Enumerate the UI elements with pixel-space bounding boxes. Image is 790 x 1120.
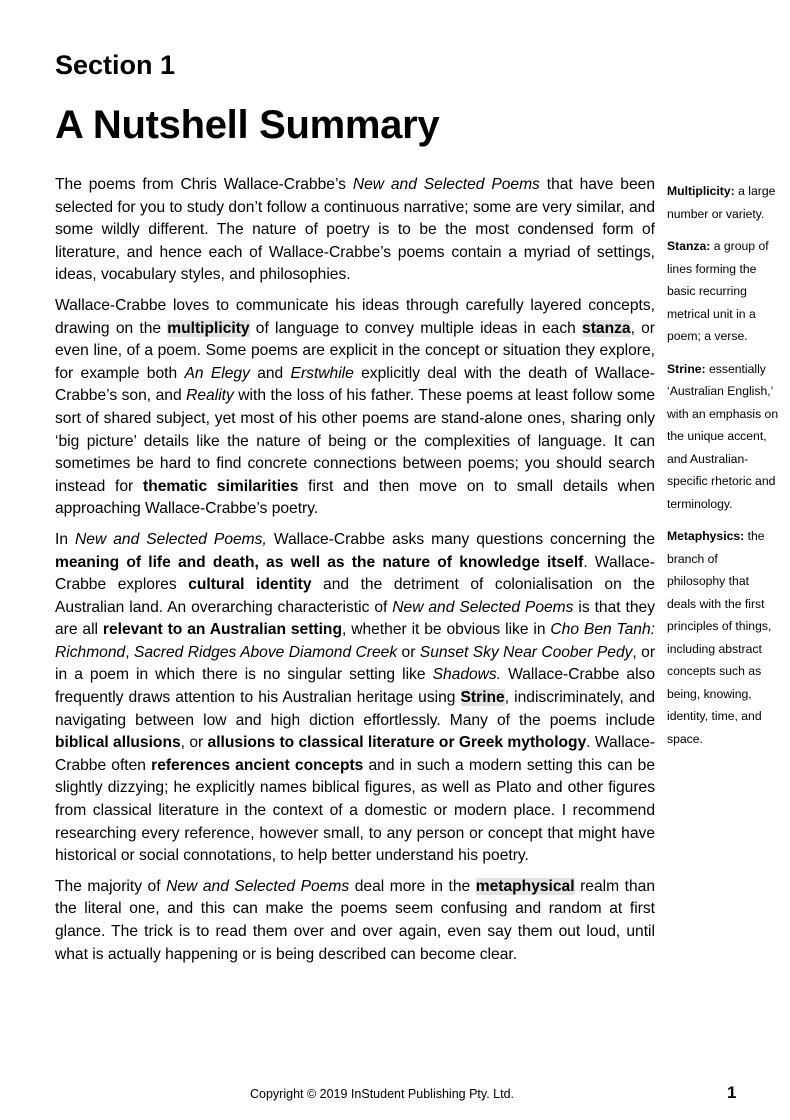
italic-title: Cho Ben Tanh: Richmond — [55, 621, 655, 661]
text-run: and — [249, 364, 291, 382]
glossary-term: Strine: — [667, 361, 706, 376]
text-run: deal more in the — [349, 877, 476, 895]
paragraph — [55, 174, 655, 287]
italic-title: New and Selected Poems — [352, 176, 540, 193]
text-run: The poems from Chris Wallace-Crabbe’s — [55, 176, 353, 193]
text-run: . Wallace-Crabbe often — [55, 734, 655, 774]
text-run: that have been selected for you to study don’t follow a continuous narrative; some are very similar, and some wildly different. The nature of poetry is to be the most condensed form of literature, and hence each of Wallace-Crabbe’s poems contain a myriad of settings, ideas, vocabulary styles, and philosophies. — [55, 176, 655, 284]
bold-phrase: allusions to classical literature or Greek mythology — [207, 734, 587, 752]
page-title: A Nutshell Summary — [55, 103, 440, 147]
glossary-term: Metaphysics: — [667, 529, 745, 543]
italic-title: An Elegy — [184, 364, 250, 382]
text-run: . Wallace-Crabbe explores — [55, 553, 655, 594]
text-run: is that they are all — [55, 598, 655, 639]
text-run: , or even line, of a poem. Some poems are explicit in the concept or situation they explore, for example both — [55, 319, 655, 382]
text-run: of language to convey multiple ideas in each — [249, 319, 583, 337]
glossary-entry — [667, 180, 779, 225]
glossary-entry — [667, 358, 779, 516]
bold-phrase: biblical allusions — [55, 734, 181, 752]
italic-title: New and Selected Poems, — [75, 530, 267, 548]
italic-title: New and Selected Poems — [166, 877, 350, 895]
italic-title: Reality — [186, 387, 234, 405]
glossary-highlight: metaphysical — [475, 877, 575, 895]
text-run: Wallace-Crabbe also frequently draws attention to his Australian heritage using — [55, 666, 656, 707]
glossary-highlight: stanza — [582, 319, 631, 337]
text-run: Wallace-Crabbe loves to communicate his ideas through carefully layered concepts, drawing on the — [55, 296, 655, 337]
italic-title: New and Selected Poems — [392, 598, 574, 616]
glossary-definition: the branch of philosophy that deals with the first principles of things, including abstract concepts such as being, knowing, identity, time, and space. — [667, 529, 772, 746]
paragraph — [55, 529, 655, 868]
text-run: In — [55, 530, 76, 548]
text-run: , — [125, 643, 134, 661]
paragraph — [55, 295, 655, 521]
bold-phrase: thematic similarities — [143, 477, 299, 495]
glossary-entry — [667, 235, 779, 348]
glossary-definition: essentially ‘Australian English,’ with an emphasis on the unique accent, and Australian-specific rhetoric and terminology. — [667, 361, 779, 511]
text-run: realm than the literal one, and this can make the poems seem confusing and random at first glance. The trick is to read them over and over again, even say them out loud, until what is actually happening or is being described can become clear. — [55, 877, 655, 963]
glossary-term: Stanza: — [667, 239, 711, 253]
text-run: , or in a poem in which there is no singular setting like — [55, 643, 656, 684]
glossary-sidebar — [667, 180, 779, 760]
glossary-term: Multiplicity: — [667, 184, 735, 198]
bold-phrase: meaning of life and death, as well as the nature of knowledge itself — [55, 553, 584, 571]
text-run: , whether it be obvious like in — [341, 621, 551, 639]
text-run: , or — [180, 734, 208, 752]
text-run: first and then move on to small details when approaching Wallace-Crabbe’s poetry. — [55, 477, 655, 518]
paragraph — [55, 876, 655, 966]
text-run: and in such a modern setting this can be slightly dizzying; he explicitly names biblical figures, as well as Plato and other figures from classical literature in the context of a domestic or modern place. I recommend researching every reference, however small, to any person or concept that might have historical or social connotations, to help better understand his poetry. — [55, 756, 655, 865]
footer-copyright: Copyright © 2019 InStudent Publishing Pty. Ltd. — [250, 1087, 515, 1101]
page-number: 1 — [727, 1083, 737, 1102]
bold-phrase: references ancient concepts — [151, 756, 364, 774]
text-run: Wallace-Crabbe asks many questions concerning the — [266, 530, 655, 548]
text-run: or — [397, 643, 420, 661]
bold-phrase: cultural identity — [188, 576, 312, 594]
main-text — [55, 174, 655, 974]
glossary-entry — [667, 525, 779, 750]
italic-title: Sunset Sky Near Coober Pedy — [419, 643, 633, 661]
glossary-definition: a large number or variety. — [667, 184, 776, 221]
italic-title: Erstwhile — [290, 364, 354, 382]
text-run: with the loss of his father. These poems at least follow some sort of shared subject, yet most of his other poems are stand-alone ones, sharing only ‘big picture’ details like the nature of being or the complexities of language. It can sometimes be hard to find concrete connections between poems; you should search instead for — [55, 387, 656, 495]
glossary-highlight: Strine — [460, 689, 505, 707]
text-run: and the detriment of colonialisation on the Australian land. An overarching characteristic of — [55, 576, 655, 616]
glossary-highlight: multiplicity — [167, 319, 250, 337]
text-run: The majority of — [55, 877, 167, 895]
italic-title: Sacred Ridges Above Diamond Creek — [133, 643, 398, 661]
section-label: Section 1 — [55, 50, 176, 80]
glossary-definition: a group of lines forming the basic recurring metrical unit in a poem; a verse. — [667, 239, 769, 343]
bold-phrase: relevant to an Australian setting — [102, 621, 342, 639]
text-run: explicitly deal with the death of Wallace-Crabbe’s son, and — [55, 364, 655, 405]
italic-title: Shadows. — [432, 666, 502, 684]
text-run: , indiscriminately, and navigating between low and high diction effortlessly. Many of the poems include — [55, 689, 655, 729]
